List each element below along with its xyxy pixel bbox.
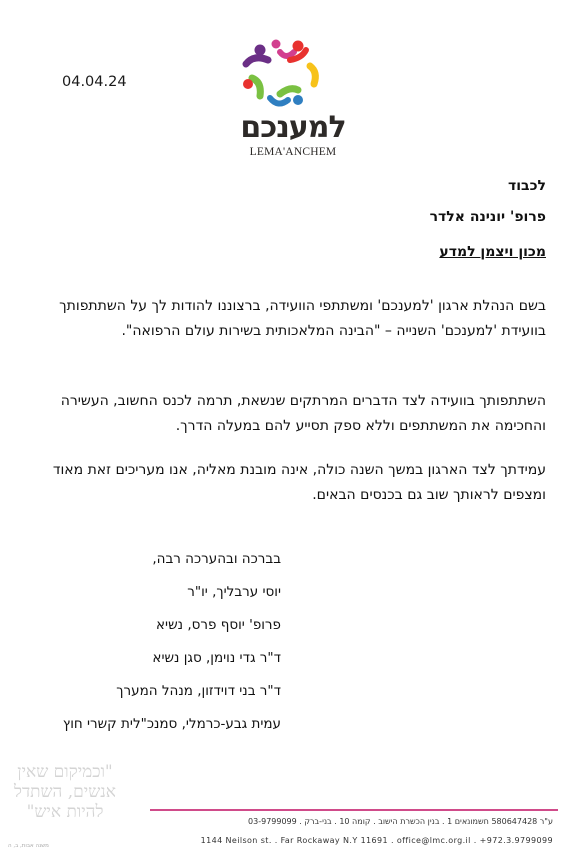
signatory-line: ד"ר בני דוידזון, מנהל המערך (116, 683, 281, 699)
recipient-institution: מכון ויצמן למדע (439, 244, 546, 260)
signatory-line: ד"ר גדי נוימן, סגן נשיא (152, 650, 281, 666)
body-paragraph: עמידתך לצד הארגון במשך השנה כולה, אינה מובנת מאליה, אנו מעריכים זאת מאוד ומצפים לראותך שוב גם בכנסים הבאים. (52, 462, 546, 503)
lemaanchem-logo (238, 38, 348, 162)
signatory-line: עמית גבע-כרמלי, סמנכ"לית קשרי חוץ (62, 716, 281, 732)
signatory-line: פרופ' יוסף פרס, נשיא (156, 617, 281, 633)
footer-quote-source: משנה אבות, ב, ה (8, 843, 49, 849)
footer-address-hebrew: ע"ר 580647428 חשמונאים 1 . בנין הכשרת הישוב . קומה 10 . בני-ברק . 03-9799099 (248, 817, 553, 826)
recipient-salutation: לכבוד (508, 178, 546, 194)
signatory-line: יוסי ערבליך, יו"ר (187, 584, 281, 600)
body-paragraph: השתתפותך בוועידה לצד הדברים המרתקים שנשאת, תרמה לכנס החשוב, העשירה והחכימה את המשתתפים וללא ספק תסייע להם במעלה הדרך. (60, 393, 546, 434)
letter-date: 04.04.24 (62, 74, 127, 90)
footer-address-english: 1144 Neilson st. . Far Rockaway N.Y 11691 . office@lmc.org.il . +972.3.9799099 (200, 836, 553, 845)
body-paragraph: בשם הנהלת ארגון 'למענכם' ומשתתפי הוועידה, ברצוננו להודות לך על השתתפותך בוועידת 'למענכם' השנייה – "הבינה המלאכותית בשירות עולם הרפואה". (59, 298, 546, 339)
footer-quote: "וכמיקום שאין אנשים, השתדל להיות איש" (14, 762, 116, 822)
logo-figures-icon (238, 38, 348, 113)
recipient-name: פרופ' יונינה אלדר (429, 209, 546, 225)
footer-divider (150, 809, 558, 811)
logo-english-wordmark: LEMA'ANCHEM (249, 146, 337, 158)
logo-hebrew-wordmark: למענכם (240, 110, 346, 145)
closing-greeting: בברכה ובהערכה רבה, (152, 551, 281, 567)
